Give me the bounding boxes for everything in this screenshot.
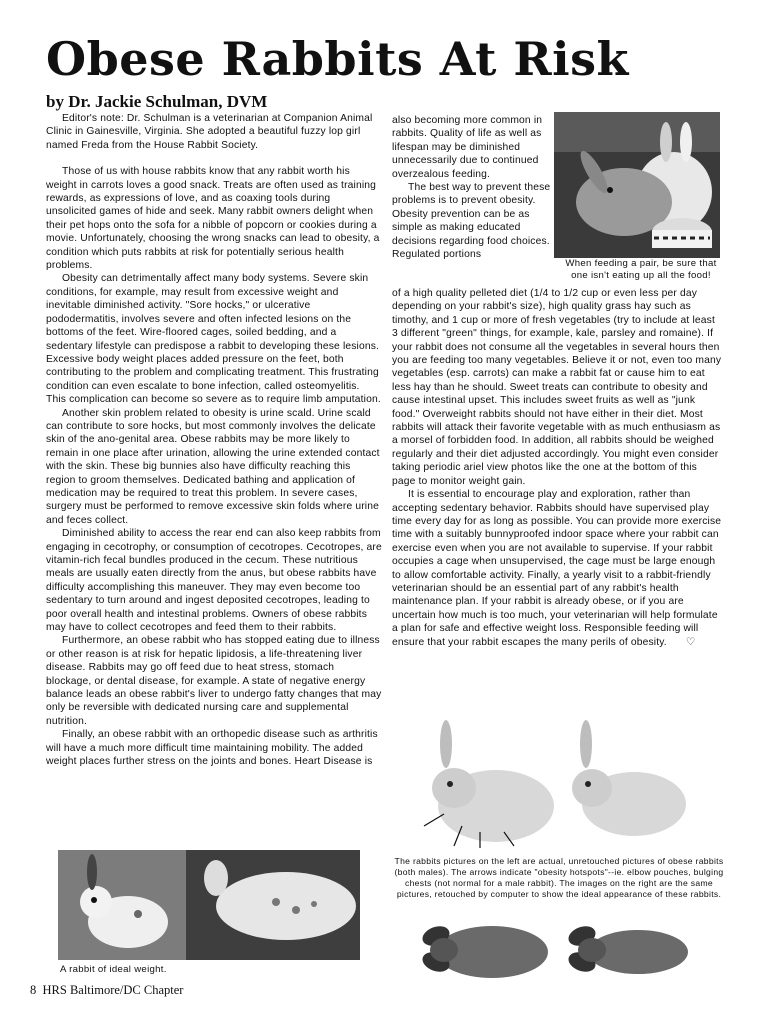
ideal-weight-caption: A rabbit of ideal weight. [60, 964, 167, 975]
body-paragraph: of a high quality pelleted diet (1/4 to 1/2 cup or even less per day depending on your rabbit's size), high quality grass hay such as timothy, and 1 cup or more of fresh vegetables (try to include at least 3 different "green" things, for example, kale, parsley and romaine). If your rabbit does not consume all the vegetables in several hours then you are feeding too many vegetables. Believe it or not, even too many vegetables (esp. carrots) can make a rabbit fat or cause him to eat less hay than he should. Sweet treats can contribute to obesity and cause intestinal upset. This includes sweet fruits as well as "junk food." Overweight rabbits should not have either in their diet. Most rabbits will attack their favorite vegetable with as much enthusiasm as a morsel of forbidden food. In addition, all rabbits should be weighed regularly and their diet adjusted accordingly. You might even consider taking periodic ariel view photos like the one at the bottom of this page to monitor weight gain. [392, 288, 722, 487]
body-paragraph: Finally, an obese rabbit with an orthopedic disease such as arthritis will have a much more difficult time maintaining mobility. The added weight places further stress on the joints and bones. Heart Disease is [46, 729, 378, 768]
body-paragraph: Diminished ability to access the rear end can also keep rabbits from engaging in cecotrophy, or consumption of cecotropes. Cecotropes, are vitamin-rich fecal bundles produced in the cecum. These nutritious meals are usually eaten directly from the anus, but obese rabbits have difficulty accomplishing this maneuver. They may even become too sedentary to turn around and ingest deposited cecotropes, leading to poor overall health and intestinal problems. Owners of obese rabbits may have to collect cecotropes and feed them to their rabbits. [46, 528, 382, 634]
article-title: Obese Rabbits At Risk [46, 32, 629, 86]
body-paragraph: The best way to prevent these problems is to prevent obesity. Obesity prevention can be as simple as making educated decisions regarding food choices. Regulated portions [392, 182, 551, 261]
page-footer [30, 983, 183, 998]
body-paragraph: Those of us with house rabbits know that any rabbit worth his weight in carrots loves a good snack. Treats are often used as training rewards, as expressions of love, and as coaxing tools during unsolicited games of hide and seek. Many rabbit owners delight when their pet hops onto the sofa for a nibble of popcorn or cookies during a movie. Unfortunately, choosing the wrong snacks can lead to obesity, a condition which puts rabbits at risk for potentially serious health problems. [46, 166, 380, 272]
right-column-top [392, 114, 552, 261]
page-number: 8 [30, 983, 37, 997]
body-paragraph: also becoming more common in rabbits. Quality of life as well as lifespan may be diminished unnecessarily due to continued overzealous feeding. [392, 115, 543, 180]
heart-icon: ♡ [685, 636, 696, 648]
body-paragraph: Obesity can detrimentally affect many body systems. Severe skin conditions, for example, may result from excessive weight and inevitable diminished activity. "Sore hocks," or ulcerative pododermatitis, involves severe and often infected lesions on the bottoms of the feet. Wire-floored cages, soiled bedding, and a sedentary lifestyle can predispose a rabbit to developing these lesions. Excessive body weight places added pressure on the feet, both contributing to the problem and complicating treatment. This frustrating condition can even escalate to bone infection, called osteomyelitis. This complication can become so severe as to require limb amputation. [46, 273, 381, 406]
editors-note: Editor's note: Dr. Schulman is a veterinarian at Companion Animal Clinic in Gainesville, Virginia. She adopted a beautiful fuzzy lop girl named Freda from the House Rabbit Society. [46, 113, 373, 151]
rabbit-pair-photo [554, 112, 720, 258]
pair-photo-caption: When feeding a pair, be sure that one isn't eating up all the food! [565, 258, 717, 281]
obese-rabbit-photo [414, 714, 564, 854]
article-byline: by Dr. Jackie Schulman, DVM [46, 92, 268, 111]
left-column [46, 112, 382, 769]
chapter-name: HRS Baltimore/DC Chapter [42, 983, 184, 997]
aerial-rabbit-photo [414, 906, 556, 990]
aerial-rabbit-photo-retouched [558, 906, 700, 990]
retouched-rabbit-photo [556, 714, 696, 854]
obese-photos-caption: The rabbits pictures on the left are actual, unretouched pictures of obese rabbits (both males). The arrows indicate "obesity hotspots"--ie. elbow pouches, bulging chests (not normal for a male rabbit). The images on the right are the same pictures, retouched by computer to show the ideal appearance of these rabbits. [394, 856, 724, 899]
body-paragraph: Another skin problem related to obesity is urine scald. Urine scald can contribute to sore hocks, but most commonly involves the delicate skin of the ano-genital area. Obese rabbits may be more likely to remain in one place after urination, allowing the urine extended contact with the skin. These big bunnies also have difficulty reaching this region to groom themselves. Dedicated bathing and application of medication may be required to treat this problem. In severe cases, surgery must be performed to remove excessive skin folds where urine and feces collect. [46, 407, 380, 526]
ideal-weight-rabbit-photo [58, 850, 186, 960]
body-paragraph: It is essential to encourage play and exploration, rather than accepting sedentary behavior. Rabbits should have supervised play time every day for as long as possible. You can provide more exercise time with a suitably bunnyproofed indoor space where your rabbit can exercise even when you are not available to supervise. If your rabbit occupies a cage when unsupervised, the cage must be large enough to allow comfortable activity. Finally, a yearly visit to a rabbit-friendly veterinarian should be an essential part of any rabbit's health maintenance plan. If your rabbit is already obese, or if you are uncertain how much is too much, your veterinarian will help formulate a plan for safe and effective weight loss. Responsible feeding will ensure that your rabbit escapes the many perils of obesity. [392, 489, 722, 648]
right-column [392, 287, 722, 649]
ideal-weight-rabbit-side-photo [186, 850, 360, 960]
body-paragraph: Furthermore, an obese rabbit who has stopped eating due to illness or other reason is at risk for hepatic lipidosis, a life-threatening liver disease. Rabbits may go off feed due to heat stress, stomach blockage, or dental disease, for example. A state of negative energy balance leads an obese rabbit's liver to undergo fatty changes that may only be reversible with dedicated nursing care and supplemental nutrition. [46, 635, 382, 727]
